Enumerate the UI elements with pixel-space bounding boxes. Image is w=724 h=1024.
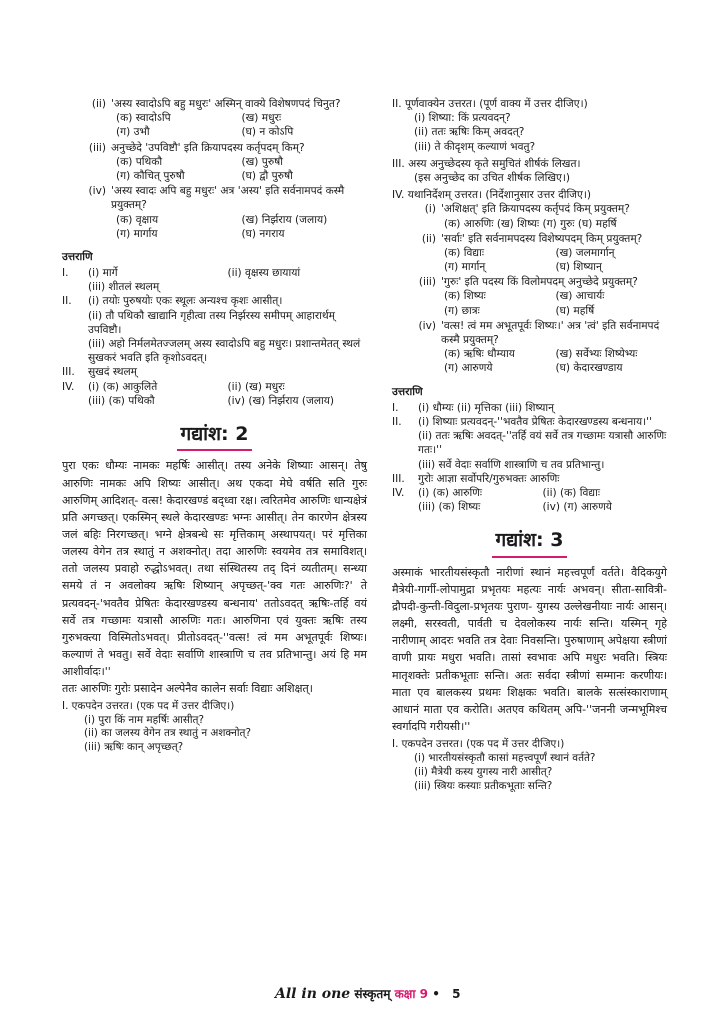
option: (क) पथिकौ	[116, 155, 163, 168]
option: (ग) छात्रः	[444, 304, 480, 317]
option: (क) शिष्यः	[444, 290, 486, 303]
section-title-3: गद्यांश: 3	[392, 528, 667, 557]
option: (घ) महर्षि	[555, 304, 595, 317]
footer-subject: संस्कृतम्	[354, 987, 391, 1001]
option: (ख) आचार्यः	[555, 290, 605, 303]
question-ii: (ii) 'अस्य स्वादोऽपि बहु मधुरः' अस्मिन् वाक्ये विशेषणपदं चिनुत? (क) स्वादोऽपि (ख) मधुरः (ग) उभौ (घ) न कोऽपि	[62, 97, 367, 140]
question-subtext: (इस अनुच्छेद का उचित शीर्षक लिखिए।)	[414, 171, 570, 184]
passage-2: पुरा एकः धौम्यः नामकः महर्षिः आसीत्। तस्य अनेके शिष्याः आसन्। तेषु आरुणिः नामकः अपि शिष्यः आसीत्। अथ एकदा मेघे वर्षति सति गुरुः आरुणिम् आदिशत्- वत्स! केदारखण्डं बद्ध्वा रक्ष। त्वरितमेव आरुणिः धान्यक्षेत्रं प्रति अगच्छत्। एकस्मिन् स्थले केदारखण्डः भग्नः आसीत्। तेन कारणेन क्षेत्रस्य जलं बहिः निरगच्छत्। भग्ने क्षेत्रबन्धे सः मृत्तिकाम् अस्थापयत्। परं मृत्तिका जलस्य वेगेन तत्र स्थातुं न अशक्नोत्। तदा आरुणिः स्वयमेव तत्र समाविशत्। ततो जलस्य प्रवाहो रुद्धोऽभवत्। तथा संस्थितस्य तद् दिनं व्यतीतम्। सन्ध्या समये तं न अवलोक्य ऋषिः शिष्यान् अपृच्छत्-'क्व गतः आरुणिः?' ते प्रत्यवदन्-'भवतैव प्रेषितः केदारखण्डस्य बन्धनाय' ततोऽवदत् ऋषिः-तर्हि वयं सर्वे तत्र गच्छामः यत्रासौ आरुणिः गतः। आरुणिना एवं युक्तः ऋषिः तस्य गुरुभक्त्या विस्मितोऽभवत्। प्रीतोऽवदत्-''वत्स! त्वं मम अभूतपूर्वः शिष्यः। कल्याणं ते भवतु। सर्वे वेदाः सर्वाणि शास्त्राणि च तव प्रतिभान्तु। अयं हि मम आशीर्वादः।''	[62, 459, 367, 679]
option: (ग) मार्गान्	[444, 261, 486, 274]
question-heading: III. अस्य अनुच्छेदस्य कृते समुचितं शीर्षकं लिखत।	[392, 157, 581, 170]
question-iv-ii: (ii) 'सर्वाः' इति सर्वनामपदस्य विशेष्यपदम् किम् प्रयुक्तम्? (क) विद्याः (ख) जलमार्गान् (ग) मार्गान् (घ) शिष्यान्	[392, 232, 667, 275]
answer-row: (ii) ततः ऋषिः अवदत्-''तर्हि वयं सर्वे तत्र गच्छामः यत्रासौ आरुणिः गतः।''	[418, 430, 667, 457]
option: (घ) द्वौ पुरुषौ	[241, 169, 293, 182]
option: (ख) निर्झराय (जलाय)	[241, 213, 328, 226]
answers-heading: उत्तराणि	[62, 250, 93, 263]
question-iv-i: (i) 'अशिक्षत्' इति क्रियापदस्य कर्तृपदं किम् प्रयुक्तम्? (क) आरुणिः (ख) शिष्यः (ग) गुरुः (घ) महर्षि	[392, 202, 667, 230]
answer-row: III. सुखदं स्थलम्	[62, 366, 138, 379]
left-column	[62, 97, 367, 755]
option-line: (क) आरुणिः (ख) शिष्यः (ग) गुरुः (घ) महर्षि	[444, 217, 617, 230]
option: (ख) जलमार्गान्	[555, 246, 615, 259]
question-iv-iii: (iii) 'गुरुः' इति पदस्य किं विलोमपदम् अनुच्छेदे प्रयुक्तम्? (क) शिष्यः (ख) आचार्यः (ग) छात्रः (घ) महर्षि	[392, 275, 667, 318]
answer-row: IV. (i) (क) आकुलिते (ii) (ख) मधुरः	[62, 380, 285, 393]
footer-bullet: •	[432, 987, 440, 1001]
passage-2-end: ततः आरुणिः गुरोः प्रसादेन अल्पेनैव कालेन सर्वाः विद्याः अशिक्षत्।	[62, 682, 313, 696]
page-footer	[275, 985, 460, 1004]
question-item: (ii) मैत्रेयी कस्य युगस्य नारी आसीत्?	[414, 766, 553, 779]
question-iii: (iii) अनुच्छेदे 'उपविष्टौ' इति क्रियापदस्य कर्तृपदम् किम्? (क) पथिकौ (ख) पुरुषौ (ग) कौचित् पुरुषौ (घ) द्वौ पुरुषौ	[62, 141, 367, 184]
answer-row: II. (i) शिष्याः प्रत्यवदन्-''भवतैव प्रेषितः केदारखण्डस्य बन्धनाय।''	[392, 415, 652, 428]
question-iv: (iv) 'अस्य स्वादः अपि बहु मधुरः' अत्र 'अस्य' इति सर्वनामपदं कस्मै प्रयुक्तम्? (क) वृक्षाय (ख) निर्झराय (जलाय) (ग) मार्गाय (घ) नगराय	[62, 184, 367, 241]
right-column	[392, 97, 667, 794]
answer-row: I. (i) धौम्यः (ii) मृत्तिका (iii) शिष्यान्	[392, 401, 555, 414]
question-item: (iii) ते कीदृशम् कल्याणं भवतु?	[414, 140, 536, 153]
option: (क) स्वादोऽपि	[116, 112, 171, 125]
question-item: (i) शिष्या: किं प्रत्यवदन्?	[414, 112, 511, 125]
page-number: 5	[452, 987, 461, 1001]
answer-row: (iii) सर्वे वेदाः सर्वाणि शास्त्राणि च तव प्रतिभान्तु।	[418, 458, 605, 471]
option: (क) विद्याः	[444, 246, 484, 259]
question-item: (iii) स्त्रियः कस्याः प्रतीकभूताः सन्ति?	[414, 780, 553, 793]
answer-row: (ii) तौ पथिकौ खाद्यानि गृहीत्वा तस्य निर्झरस्य समीपम् आहारार्थम् उपविष्टौ।	[88, 309, 336, 336]
answer-row: I. (i) मार्गे (ii) वृक्षस्य छायायां	[62, 267, 301, 280]
option: (ग) आरुणये	[444, 362, 493, 375]
question-item: (ii) ततः ऋषिः किम् अवदत्?	[414, 126, 525, 139]
answer-row: III. गुरोः आज्ञा सर्वोपरि/गुरुभक्तः आरुणिः	[392, 472, 560, 485]
option: (घ) केदारखण्डाय	[555, 362, 623, 375]
option: (ग) मार्गाय	[116, 227, 158, 240]
option: (ख) मधुरः	[241, 112, 282, 125]
option: (घ) न कोऽपि	[241, 126, 294, 139]
answer-row: (iii) (क) पथिकौ (iv) (ख) निर्झराय (जलाय)	[88, 394, 335, 407]
option: (घ) नगराय	[241, 227, 285, 240]
question-heading: I. एकपदेन उत्तरत। (एक पद में उत्तर दीजिए।)	[392, 738, 565, 751]
brand-logo: All in one	[275, 986, 351, 1002]
question-item: (i) भारतीयसंस्कृतौ कासां महत्त्वपूर्णं स्थानं वर्तते?	[414, 752, 596, 765]
option: (ग) कौचित् पुरुषौ	[116, 169, 185, 182]
answer-row: II. (i) तयोः पुरुषयोः एकः स्थूलः अन्यश्च कृशः आसीत्।	[62, 295, 283, 308]
option: (घ) शिष्यान्	[555, 261, 602, 274]
answer-row: (iii) अहो निर्मलमेतज्जलम् अस्य स्वादोऽपि बहु मधुरः। प्रशान्तमेतत् स्थलं सुखकरं भवति इति कृशोऽवदत्।	[88, 338, 361, 365]
option: (क) वृक्षाय	[116, 213, 159, 226]
question-item: (iii) ऋषिः कान् अपृच्छत्?	[84, 741, 184, 754]
question-heading: IV. यथानिर्देशम् उत्तरत। (निर्देशानुसार उत्तर दीजिए।)	[392, 189, 592, 202]
question-heading: I. एकपदेन उत्तरत। (एक पद में उत्तर दीजिए।)	[62, 699, 235, 712]
question-iv-iv: (iv) 'वत्स! त्वं मम अभूतपूर्वः शिष्यः।' अत्र 'त्वं' इति सर्वनामपदं कस्मै प्रयुक्तम्? (क) ऋषिः धौम्याय (ख) सर्वेभ्यः शिष्येभ्यः (ग) आरुणये (घ) केदारखण्डाय	[392, 319, 667, 376]
option: (ग) उभौ	[116, 126, 150, 139]
passage-3: अस्माकं भारतीयसंस्कृतौ नारीणां स्थानं महत्त्वपूर्णं वर्तते। वैदिकयुगे मैत्रेयी-गार्गी-लोपामुद्रा प्रभृतयः महत्यः नार्यः अभवन्। सीता-सावित्री-द्रौपदी-कुन्ती-विदुला-प्रभृतयः पुराण- युगस्य उल्लेखनीयाः नार्यः आसन्। लक्ष्मी, सरस्वती, पार्वती च देवलोकस्य नार्यः सन्ति। यस्मिन् गृहे नारीणाम् आदरः भवति तत्र देवाः निवसन्ति। पुरुषाणाम् अपेक्षया स्त्रीणां वाणी प्रायः मधुरा भवति। तासां स्वभावः अपि मधुरः भवति। स्त्रियः मातृशक्तेः प्रतीकभूताः सन्ति। अतः सर्वदा स्त्रीणां सम्मानः करणीयः। माता एव बालकस्य प्रथमः शिक्षकः भवति। बालके सत्संस्काराणाम् आधानं माता एव करोति। अतएव कथितम् अपि-''जननी जन्मभूमिश्च स्वर्गादपि गरीयसी।''	[392, 565, 667, 734]
answers-heading: उत्तराणि	[392, 385, 423, 398]
section-title-2: गद्यांश: 2	[62, 422, 367, 451]
question-heading: II. पूर्णवाक्येन उत्तरत। (पूर्ण वाक्य में उत्तर दीजिए।)	[392, 98, 588, 110]
option: (ख) सर्वेभ्यः शिष्येभ्यः	[555, 348, 638, 361]
option: (क) ऋषिः धौम्याय	[444, 348, 515, 361]
question-item: (ii) का जलस्य वेगेन तत्र स्थातुं न अशक्नोत्?	[84, 727, 251, 740]
footer-class: कक्षा 9	[394, 987, 429, 1001]
answer-row: (iii) (क) शिष्यः (iv) (ग) आरुणये	[418, 501, 612, 514]
question-item: (i) पुरा किं नाम महर्षिः आसीत्?	[84, 713, 204, 726]
answer-row: (iii) शीतलं स्थलम्	[88, 281, 160, 294]
answer-row: IV. (i) (क) आरुणिः (ii) (क) विद्याः	[392, 486, 600, 499]
option: (ख) पुरुषौ	[241, 155, 284, 168]
